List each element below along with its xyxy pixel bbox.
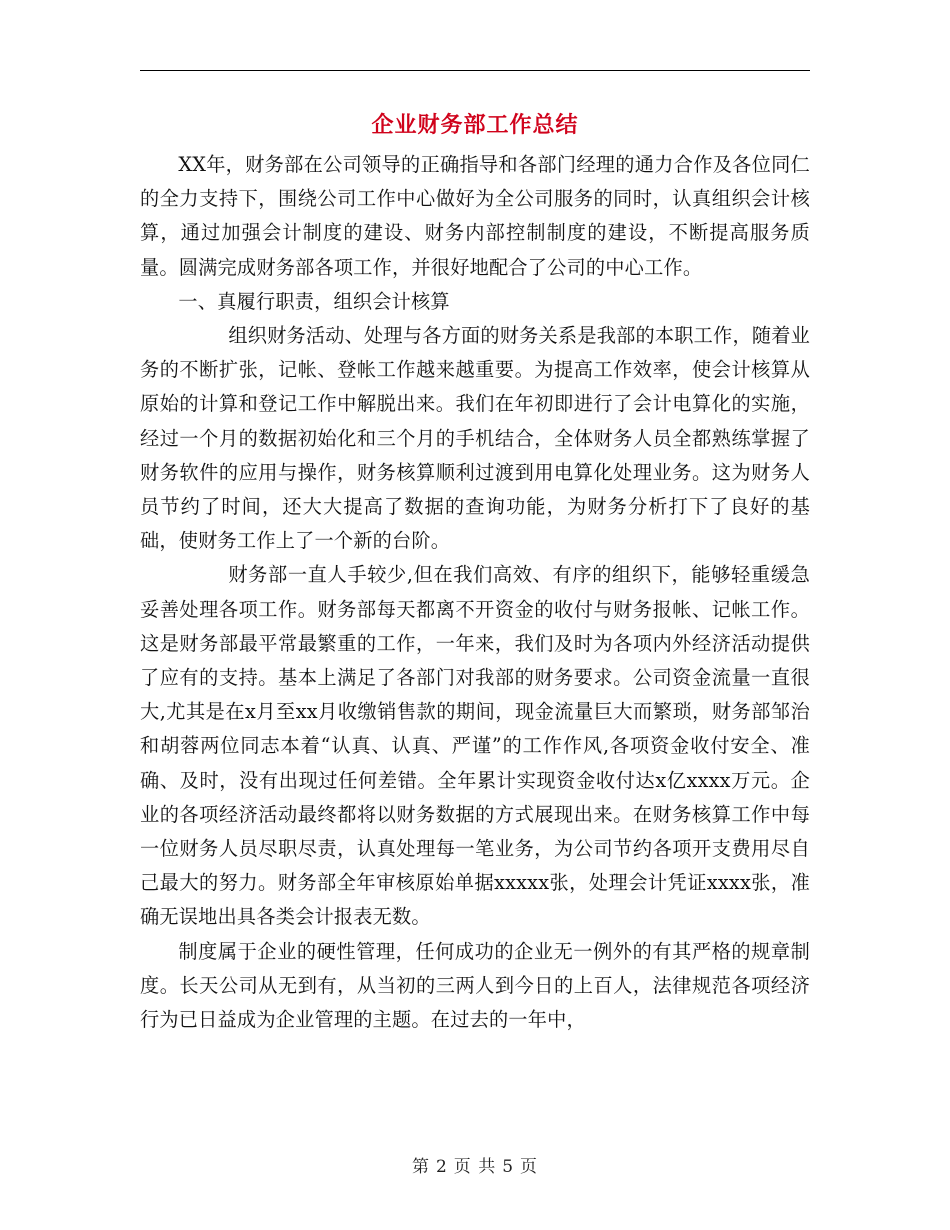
footer-middle: 页 共 — [453, 1157, 497, 1177]
footer-prefix: 第 — [411, 1157, 430, 1177]
footer-total-pages: 5 — [502, 1157, 515, 1177]
paragraph-intro: XX年，财务部在公司领导的正确指导和各部门经理的通力合作及各位同仁的全力支持下，围绕公司工作中心做好为全公司服务的同时，认真组织会计核算，通过加强会计制度的建设、财务内部控制制度的建设，不断提高服务质量。圆满完成财务部各项工作，并很好地配合了公司的中心工作。 — [140, 153, 810, 279]
footer-current-page: 2 — [435, 1157, 448, 1177]
document-body — [140, 148, 810, 1037]
footer-suffix: 页 — [520, 1157, 539, 1177]
paragraph-accounting: 组织财务活动、处理与各方面的财务关系是我部的本职工作，随着业务的不断扩张，记帐、登帐工作越来越重要。为提高工作效率，使会计核算从原始的计算和登记工作中解脱出来。我们在年初即进行了会计电算化的实施，经过一个月的数据初始化和三个月的手机结合，全体财务人员全都熟练掌握了财务软件的应用与操作，财务核算顺利过渡到用电算化处理业务。这为财务人员节约了时间，还大大提高了数据的查询功能，为财务分析打下了良好的基础，使财务工作上了一个新的台阶。 — [140, 324, 810, 553]
paragraph-regulations: 制度属于企业的硬性管理，任何成功的企业无一例外的有其严格的规章制度。长天公司从无到有，从当初的三两人到今日的上百人，法律规范各项经济行为已日益成为企业管理的主题。在过去的一年中， — [140, 939, 810, 1032]
document-title: 企业财务部工作总结 — [371, 112, 579, 138]
page-number-footer — [140, 1152, 810, 1177]
header-rule — [140, 70, 810, 71]
section-heading: 一、真履行职责，组织会计核算 — [178, 289, 450, 313]
paragraph-fund-management: 财务部一直人手较少,但在我们高效、有序的组织下，能够轻重缓急妥善处理各项工作。财务部每天都离不开资金的收付与财务报帐、记帐工作。这是财务部最平常最繁重的工作，一年来，我们及时为各项内外经济活动提供了应有的支持。基本上满足了各部门对我部的财务要求。公司资金流量一直很大,尤其是在x月至xx月收缴销售款的期间，现金流量巨大而繁琐，财务部邹治和胡蓉两位同志本着“认真、认真、严谨”的工作作风,各项资金收付安全、准确、及时，没有出现过任何差错。全年累计实现资金收付达x亿xxxx万元。企业的各项经济活动最终都将以财务数据的方式展现出来。在财务核算工作中每一位财务人员尽职尽责，认真处理每一笔业务，为公司节约各项开支费用尽自己最大的努力。财务部全年审核原始单据xxxxx张，处理会计凭证xxxx张，准确无误地出具各类会计报表无数。 — [140, 563, 810, 929]
